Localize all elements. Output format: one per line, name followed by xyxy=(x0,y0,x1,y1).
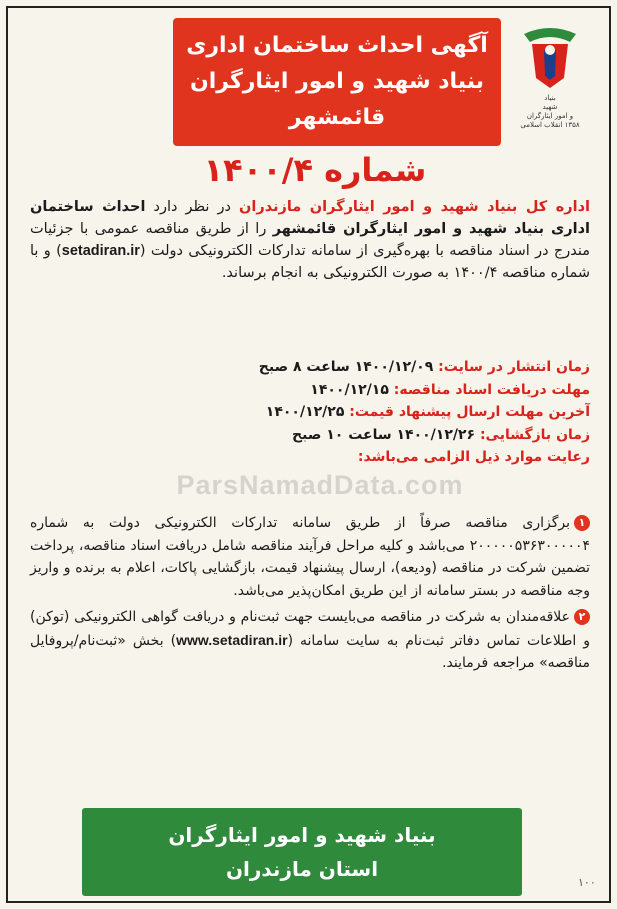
footer-banner xyxy=(82,808,522,896)
logo-text xyxy=(500,94,600,130)
organization-name: اداره کل بنیاد شهید و امور ایثارگران مازندران xyxy=(239,199,591,215)
intro-text-1: در نظر دارد xyxy=(145,199,239,215)
title-line-1: آگهی احداث ساختمان اداری xyxy=(186,33,488,58)
logo-text-revolution: انقلاب اسلامی xyxy=(520,121,563,129)
bullet-number-icon: ۲ xyxy=(574,609,590,625)
logo-year: ۱۳۵۸ xyxy=(564,121,580,129)
title-line-2: بنیاد شهید و امور ایثارگران xyxy=(189,69,485,94)
requirement-text-a: علاقه‌مندان به شرکت در مناقصه می‌بایست جهت ثبت‌نام و دریافت گواهی الکترونیکی (توکن) و اطلاعات تماس دفاتر ثبت‌نام به سایت سامانه ( xyxy=(30,609,590,649)
logo-text-line: و امور ایثارگران xyxy=(526,112,574,120)
intro-text xyxy=(30,196,590,284)
document-deadline-row xyxy=(30,379,590,402)
requirement-item xyxy=(30,606,590,675)
info-label: آخرین مهلت ارسال پیشنهاد قیمت: xyxy=(349,404,590,420)
watermark: ParsNamadData.com xyxy=(176,470,464,500)
logo-text-line: شهید xyxy=(542,103,558,111)
page-number: ۱۰۰ xyxy=(578,876,596,889)
tender-number: شماره ۱۴۰۰/۴ xyxy=(203,151,427,189)
requirements-list xyxy=(30,512,590,679)
schedule-info xyxy=(30,356,590,469)
logo-text-line: بنیاد xyxy=(544,94,556,102)
intro-text-2: را از طریق مناقصه عمومی با جزئیات مندرج در اسناد مناقصه با بهره‌گیری از سامانه تدارکات الکترونیکی دولت ( xyxy=(30,221,590,259)
requirement-text: برگزاری مناقصه صرفاً از طریق سامانه تدارکات الکترونیکی دولت به شماره ۲۰۰۰۰۰۵۳۶۳۰۰۰۰۰۴ می‌باشد و کلیه مراحل فرآیند مناقصه شامل دریافت اسناد مناقصه، پرداخت تضمین شرکت در مناقصه (ودیعه)، ارسال پیشنهاد قیمت، بازگشایی پاکات، اعلام به برنده و واریز وجه مناقصه در بستر سامانه از این طریق امکان‌پذیر می‌باشد. xyxy=(30,515,590,599)
info-value: ۱۴۰۰/۱۲/۰۹ ساعت ۸ صبح xyxy=(258,359,439,375)
intro-paragraph xyxy=(30,196,590,284)
header xyxy=(8,8,608,148)
footer-line-1: بنیاد شهید و امور ایثارگران xyxy=(168,823,436,847)
info-label: زمان انتشار در سایت: xyxy=(438,359,590,375)
intro-text-3: ) و با شماره مناقصه ۱۴۰۰/۴ به صورت الکترونیکی به انجام برساند. xyxy=(30,243,590,281)
title-box xyxy=(173,18,501,146)
requirement-text-b: ) بخش «ثبت‌نام/پروفایل مناقصه» مراجعه فرمایند. xyxy=(30,632,590,671)
logo-text-line xyxy=(500,121,600,130)
title-line-3: قائمشهر xyxy=(288,105,386,130)
foundation-logo xyxy=(500,20,600,150)
bullet-number-icon: ۱ xyxy=(574,515,590,531)
bid-deadline-row xyxy=(30,401,590,424)
requirement-item xyxy=(30,512,590,602)
info-value: ۱۴۰۰/۱۲/۱۵ xyxy=(310,381,394,398)
info-label: زمان بازگشایی: xyxy=(479,426,590,443)
publish-time-row xyxy=(30,356,590,379)
requirements-title-row xyxy=(30,446,590,469)
setadiran-link[interactable]: setadiran.ir xyxy=(61,243,140,259)
project-name: احداث ساختمان اداری بنیاد شهید و امور ایثارگران قائمشهر xyxy=(30,199,590,237)
info-value: ۱۴۰۰/۱۲/۲۶ ساعت ۱۰ صبح xyxy=(292,426,480,443)
info-value: ۱۴۰۰/۱۲/۲۵ xyxy=(265,404,350,420)
opening-time-row xyxy=(30,424,590,447)
setadiran-full-link[interactable]: www.setadiran.ir xyxy=(176,631,288,648)
logo-emblem-icon xyxy=(518,20,582,92)
requirements-title: رعایت موارد ذیل الزامی می‌باشد: xyxy=(357,449,590,465)
footer-line-2: استان مازندران xyxy=(225,857,379,881)
info-label: مهلت دریافت اسناد مناقصه: xyxy=(393,381,590,398)
